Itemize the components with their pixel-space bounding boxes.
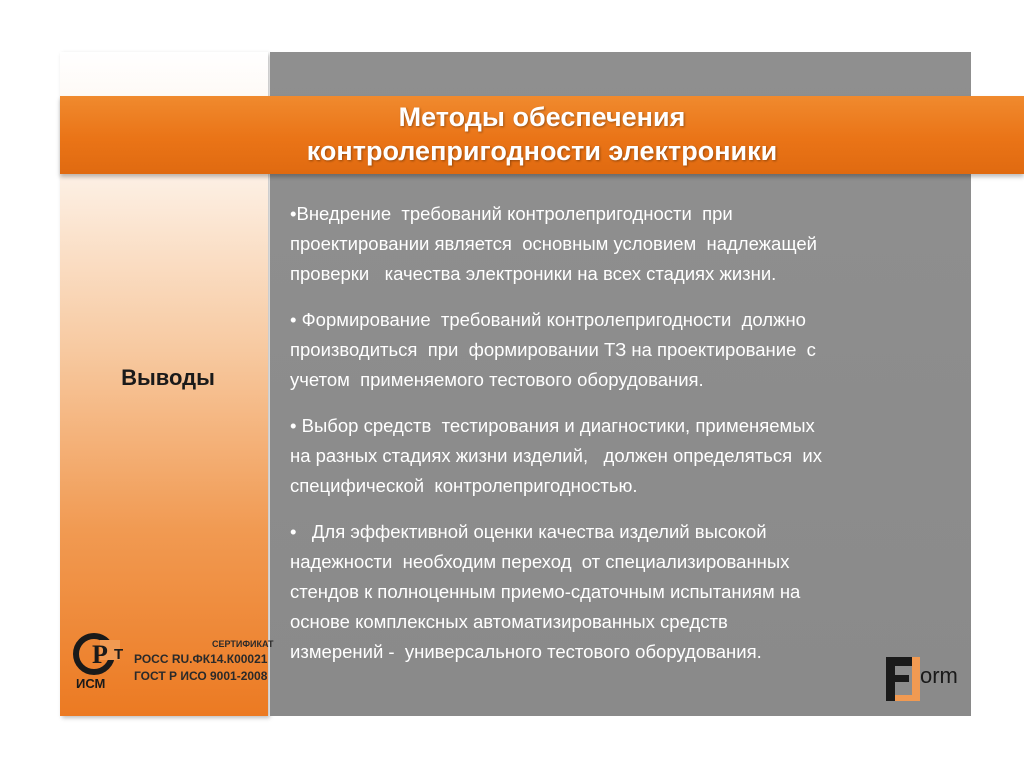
bullet-line: проектировании является основным условием надлежащей <box>290 233 817 254</box>
slide-title <box>60 100 1024 168</box>
svg-text:Р: Р <box>92 640 108 669</box>
bullet-line: на разных стадиях жизни изделий, должен определяться их <box>290 445 823 466</box>
bullet-item <box>290 199 950 289</box>
bullet-item <box>290 517 950 667</box>
side-heading: Выводы <box>121 365 215 390</box>
certificate-label: СЕРТИФИКАТ <box>212 639 274 649</box>
bullet-item <box>290 305 950 395</box>
bullet-line: • Для эффективной оценки качества изделий высокой <box>290 521 767 542</box>
certificate-number: РОСС RU.ФК14.К00021 <box>134 652 268 666</box>
bullet-line: проверки качества электроники на всех стадиях жизни. <box>290 263 777 284</box>
bullet-list <box>290 199 950 683</box>
title-line-2: контролепригодности электроники <box>306 136 778 166</box>
certification-mark-icon <box>72 632 132 692</box>
bullet-item <box>290 411 950 501</box>
svg-text:orm: orm <box>920 663 958 688</box>
bullet-line: надежности необходим переход от специализированных <box>290 551 790 572</box>
bullet-line: •Внедрение требований контролепригодности при <box>290 203 733 224</box>
bullet-line: стендов к полноценным приемо-сдаточным испытаниям на <box>290 581 801 602</box>
bullet-line: специфической контролепригодностью. <box>290 475 638 496</box>
svg-text:Т: Т <box>114 646 124 663</box>
form-logo-icon <box>884 655 974 705</box>
bullet-line: • Выбор средств тестирования и диагностики, применяемых <box>290 415 815 436</box>
bullet-line: основе комплексных автоматизированных средств <box>290 611 728 632</box>
form-logo <box>884 655 974 705</box>
certificate-block <box>72 632 274 692</box>
svg-text:ИСМ: ИСМ <box>76 676 106 691</box>
bullet-line: учетом применяемого тестового оборудования. <box>290 369 704 390</box>
bullet-line: • Формирование требований контролепригодности должно <box>290 309 806 330</box>
bullet-line: измерений - универсального тестового оборудования. <box>290 641 762 662</box>
bullet-line: производиться при формировании ТЗ на проектирование с <box>290 339 816 360</box>
certificate-standard: ГОСТ Р ИСО 9001-2008 <box>134 669 268 683</box>
title-line-1: Методы обеспечения <box>398 102 686 132</box>
